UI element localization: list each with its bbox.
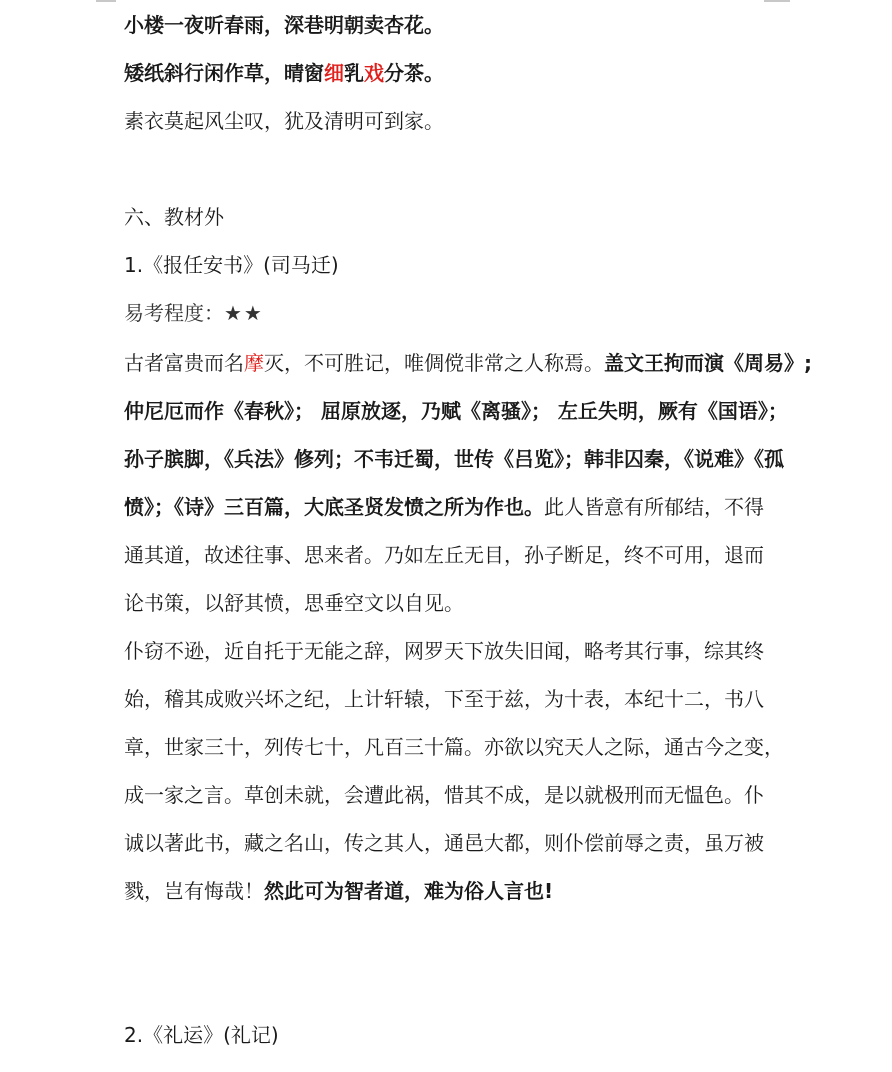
- difficulty-label: 易考程度：: [124, 301, 224, 325]
- passage-line: [124, 348, 812, 378]
- star-rating-icon: ★★: [224, 301, 264, 325]
- section-heading: [124, 202, 224, 232]
- passage-text: 成一家之言。草创未就，会遭此祸，惜其不成，是以就极刑而无愠色。仆: [124, 783, 764, 807]
- poem-line-3-text: 素衣莫起风尘叹，犹及清明可到家。: [124, 109, 444, 133]
- passage-bold-text: 孙子膑脚，《兵法》修列；不韦迁蜀，世传《吕览》；韩非囚秦，《说难》《孤: [124, 447, 784, 471]
- passage-bold-text: 然此可为智者道，难为俗人言也!: [264, 879, 554, 903]
- passage-line: [124, 684, 764, 714]
- passage-line: [124, 636, 764, 666]
- difficulty-line: [124, 298, 264, 328]
- item-1-title: [124, 250, 339, 280]
- poem-line-2-part-c: 分茶。: [384, 61, 444, 85]
- item-2-title-text: 2.《礼运》(礼记): [124, 1023, 279, 1047]
- passage-text: 始，稽其成败兴坏之纪，上计轩辕，下至于兹，为十表，本纪十二，书八: [124, 687, 764, 711]
- item-1-title-text: 1.《报任安书》(司马迁): [124, 253, 339, 277]
- passage-bold-text: 愤》；《诗》三百篇，大底圣贤发愤之所为作也。: [124, 495, 544, 519]
- passage-line: [124, 732, 784, 762]
- passage-line: [124, 540, 764, 570]
- page-edge-mark: [96, 0, 116, 2]
- poem-line-2-part-a: 矮纸斜行闲作草，晴窗: [124, 61, 324, 85]
- highlighted-char: 摩: [244, 351, 264, 375]
- poem-line-1: [124, 10, 444, 40]
- passage-text: 灭，不可胜记，唯倜傥非常之人称焉。: [264, 351, 604, 375]
- passage-line: [124, 396, 788, 426]
- passage-text: 仆窃不逊，近自托于无能之辞，网罗天下放失旧闻，略考其行事，综其终: [124, 639, 764, 663]
- poem-line-1-text: 小楼一夜听春雨，深巷明朝卖杏花。: [124, 13, 444, 37]
- passage-line: [124, 780, 764, 810]
- passage-text: 古者富贵而名: [124, 351, 244, 375]
- passage-text: 论书策，以舒其愤，思垂空文以自见。: [124, 591, 464, 615]
- passage-line: [124, 876, 553, 906]
- passage-line: [124, 444, 784, 474]
- passage-bold-text: 盖文王拘而演《周易》;: [604, 351, 812, 375]
- passage-text: 戮，岂有悔哉！: [124, 879, 264, 903]
- passage-text: 章，世家三十，列传七十，凡百三十篇。亦欲以究天人之际，通古今之变，: [124, 735, 784, 759]
- highlighted-char: 戏: [364, 61, 384, 85]
- page-edge-mark: [764, 0, 790, 2]
- passage-text: 通其道，故述往事、思来者。乃如左丘无目，孙子断足，终不可用，退而: [124, 543, 764, 567]
- passage-text: 诚以著此书，藏之名山，传之其人，通邑大都，则仆偿前辱之责，虽万被: [124, 831, 764, 855]
- passage-bold-text: 仲尼厄而作《春秋》； 屈原放逐，乃赋《离骚》； 左丘失明，厥有《国语》；: [124, 399, 788, 423]
- passage-line: [124, 588, 464, 618]
- passage-line: [124, 492, 764, 522]
- poem-line-3: [124, 106, 444, 136]
- item-2-title: [124, 1020, 279, 1050]
- passage-line: [124, 828, 764, 858]
- passage-text: 此人皆意有所郁结，不得: [544, 495, 764, 519]
- highlighted-char: 细: [324, 61, 344, 85]
- poem-line-2-part-b: 乳: [344, 61, 364, 85]
- section-heading-text: 六、教材外: [124, 205, 224, 229]
- poem-line-2: [124, 58, 444, 88]
